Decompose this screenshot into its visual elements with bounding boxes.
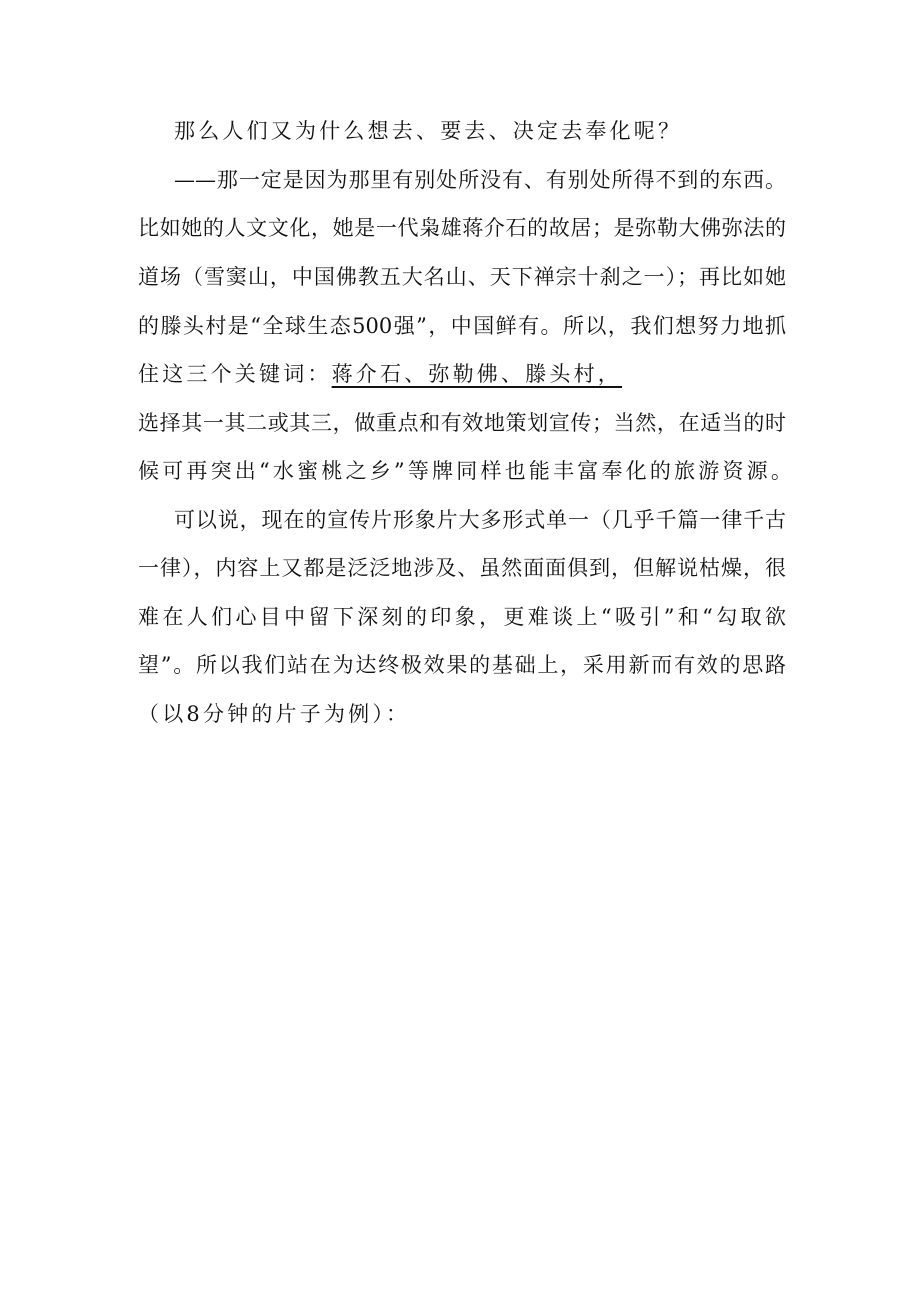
paragraph-2-line-7: 候可再突出“水蜜桃之乡”等牌同样也能丰富奉化的旅游资源。 bbox=[138, 459, 796, 483]
keywords-lead: 住这三个关键词： bbox=[138, 362, 332, 386]
paragraph-2-line-3-text: 道场（雪窦山，中国佛教五大名山、天下禅宗十刹之一）；再比如她 bbox=[138, 265, 786, 289]
paragraph-3-line-4-text: 望”。所以我们站在为达终极效果的基础上，采用新而有效的思路 bbox=[138, 653, 786, 677]
paragraph-2-line-3 bbox=[138, 263, 786, 291]
paragraph-2-line-4 bbox=[138, 312, 786, 340]
paragraph-3-line-1-text: 可以说，现在的宣传片形象片大多形式单一（几乎千篇一律千古 bbox=[174, 508, 786, 532]
paragraph-2-line-5 bbox=[138, 360, 622, 388]
paragraph-3-line-5: （以8分钟的片子为例）： bbox=[138, 702, 411, 726]
paragraph-2-line-2-text: 比如她的人文文化，她是一代枭雄蒋介石的故居；是弥勒大佛弥法的 bbox=[138, 216, 786, 240]
paragraph-3-line-3-text: 难在人们心目中留下深刻的印象，更难谈上“吸引”和“勾取欲 bbox=[138, 605, 786, 629]
paragraph-3-line-2 bbox=[138, 554, 786, 582]
paragraph-1-line-1: 那么人们又为什么想去、要去、决定去奉化呢？ bbox=[174, 119, 683, 143]
paragraph-2-line-6-text: 选择其一其二或其三，做重点和有效地策划宣传；当然，在适当的时 bbox=[138, 411, 786, 435]
paragraph-2-line-1-text: ——那一定是因为那里有别处所没有、有别处所得不到的东西。 bbox=[174, 168, 786, 192]
paragraph-3-line-4 bbox=[138, 651, 786, 679]
paragraph-3-line-2-text: 一律），内容上又都是泛泛地涉及、虽然面面俱到，但解说枯燥，很 bbox=[138, 556, 786, 580]
paragraph-2-line-1 bbox=[174, 166, 786, 194]
paragraph-3-line-3 bbox=[138, 603, 786, 631]
paragraph-2-line-4-text: 的滕头村是“全球生态500强”，中国鲜有。所以，我们想努力地抓 bbox=[138, 314, 786, 338]
paragraph-2-line-2 bbox=[138, 214, 786, 242]
paragraph-2-line-6 bbox=[138, 409, 786, 437]
paragraph-3-line-1 bbox=[174, 506, 786, 534]
keywords-underlined: 蒋介石、弥勒佛、滕头村， bbox=[331, 362, 623, 386]
